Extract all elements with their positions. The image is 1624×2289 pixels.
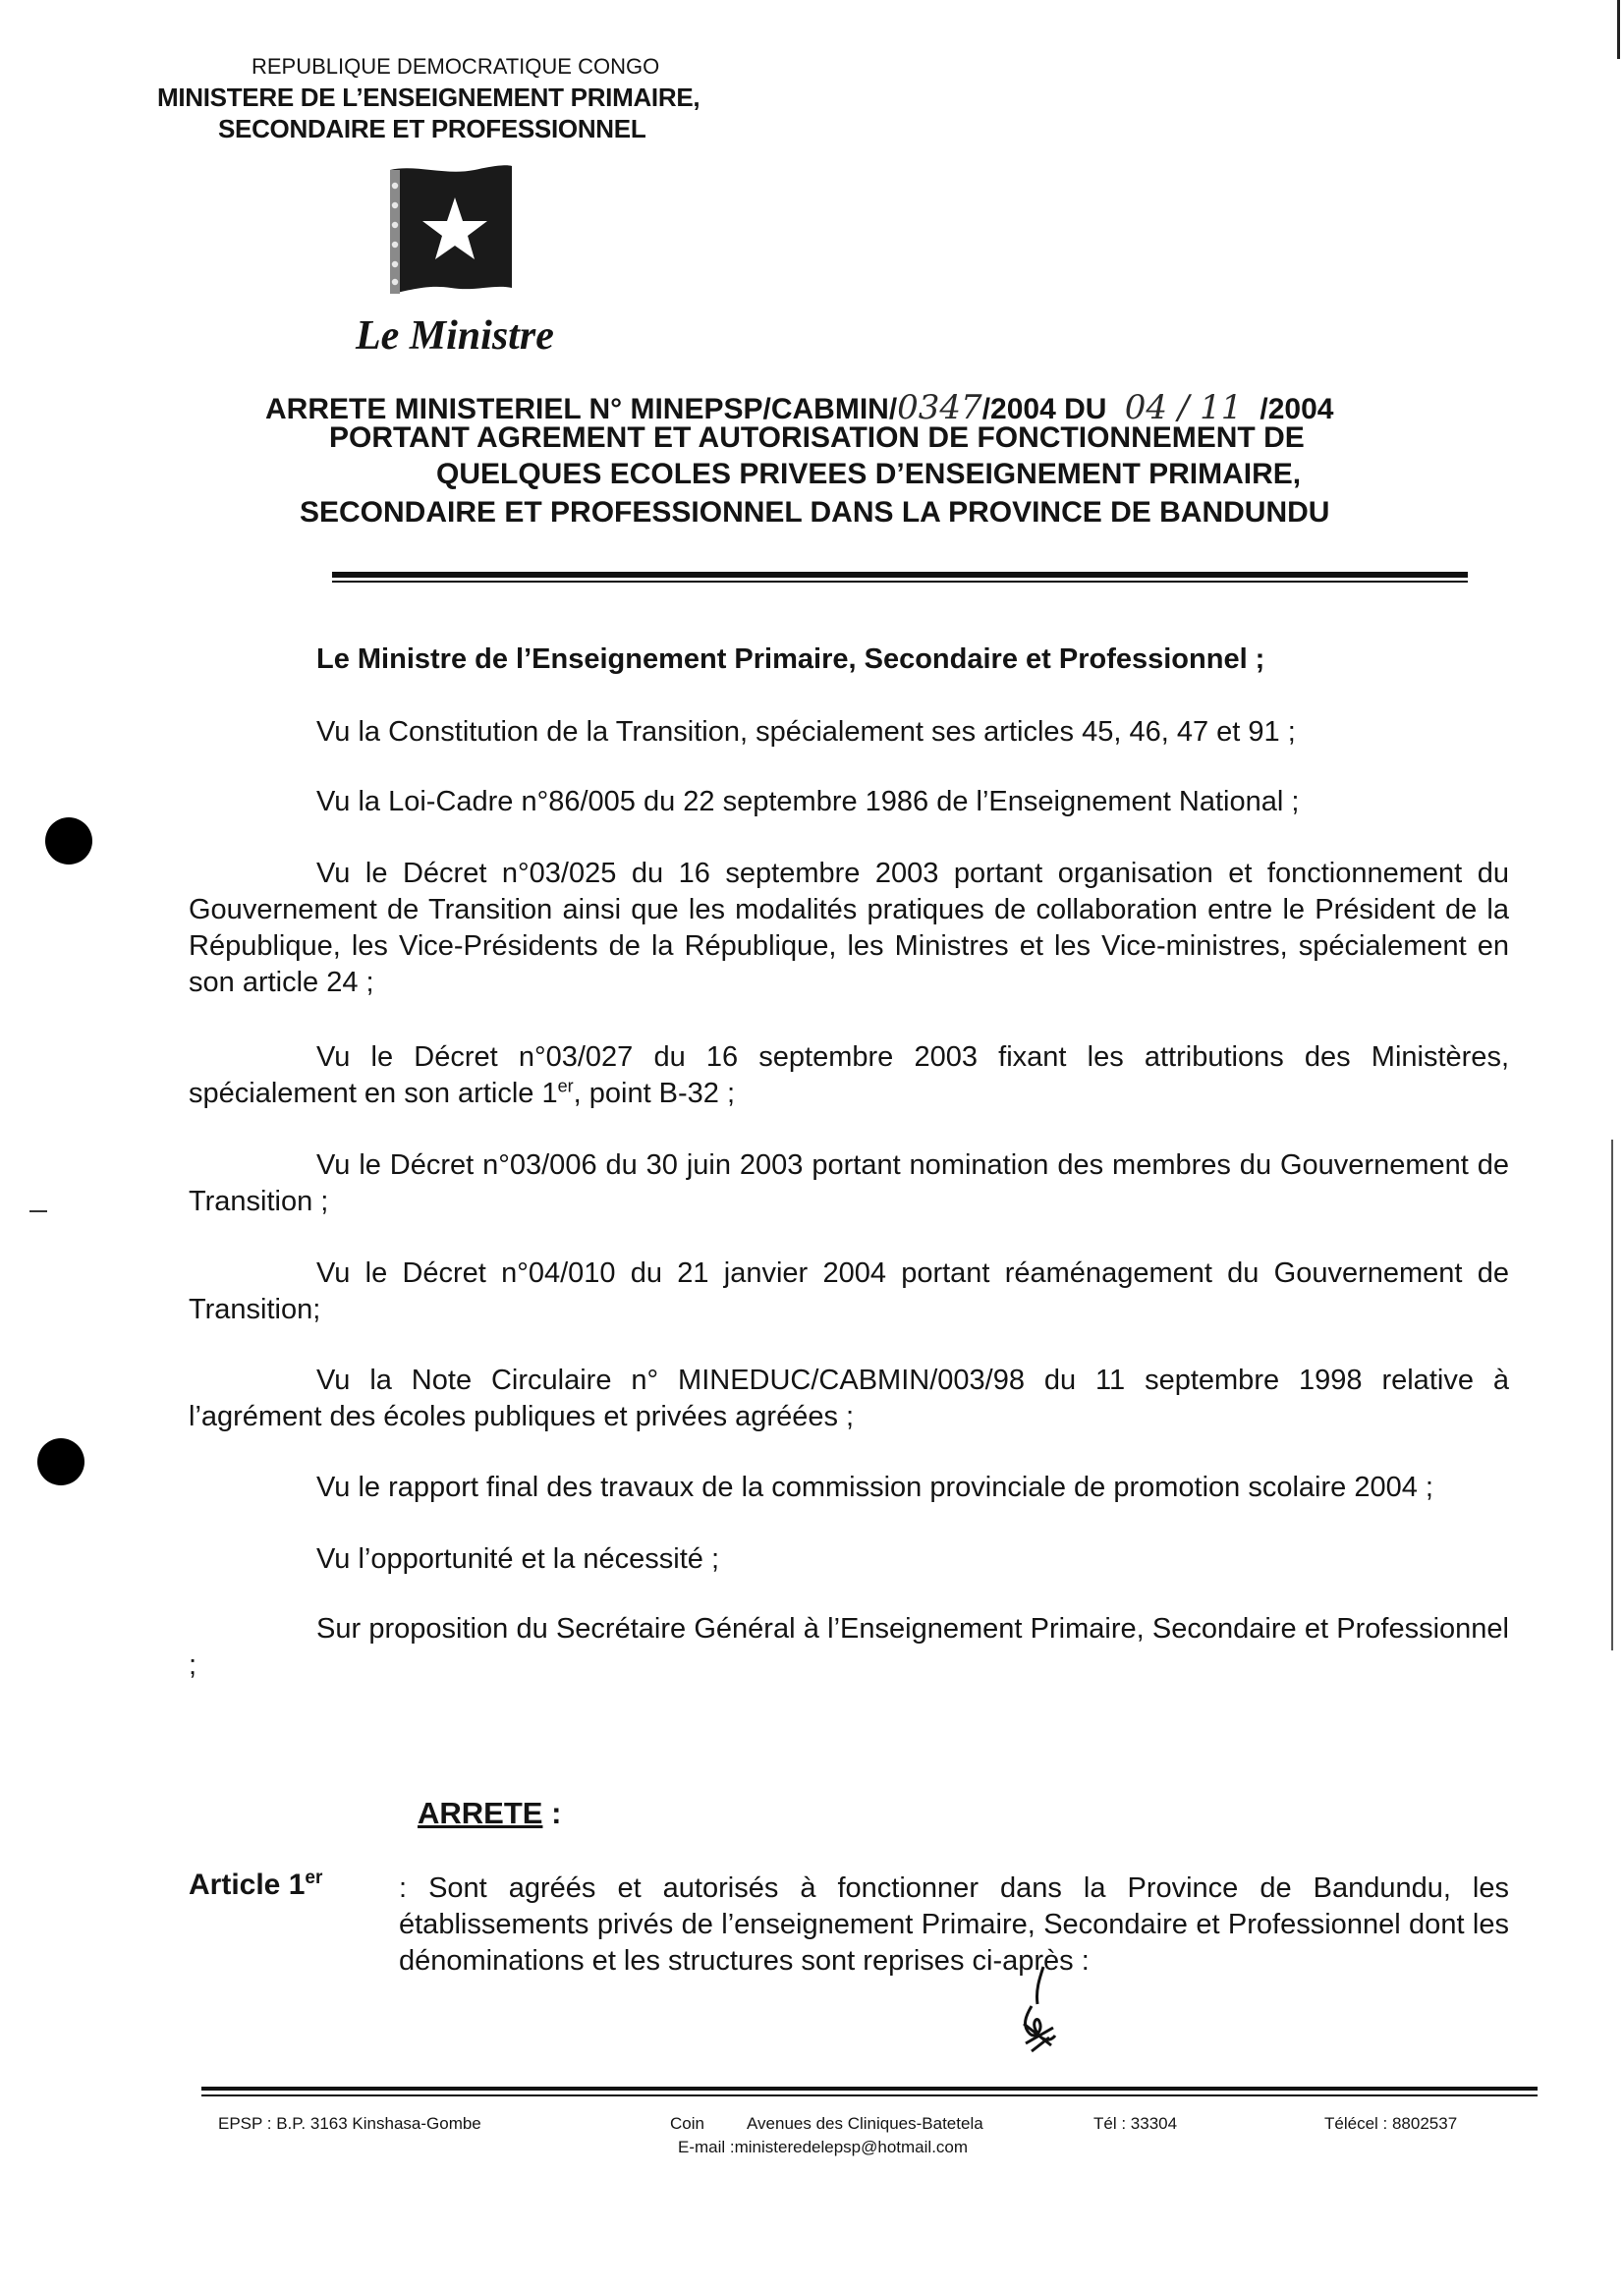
ministry-header-line1: MINISTERE DE L’ENSEIGNEMENT PRIMAIRE, — [157, 83, 700, 112]
ministry-header-line2: SECONDAIRE ET PROFESSIONNEL — [218, 114, 646, 143]
title-divider-thin — [332, 581, 1468, 583]
recital-decret-03-025: Vu le Décret n°03/025 du 16 septembre 2003 portant organisation et fonctionnement du Gouvernement de Transition ainsi que les modalités pratiques de collaboration entre le Président de la République, les Vice-Présidents de la République, les Ministres et les Vice-ministres, spécialement en son article 24 ; — [189, 858, 1509, 998]
minister-title: Le Ministre — [356, 313, 554, 359]
footer-telecel: Télécel : 8802537 — [1324, 2114, 1458, 2133]
recital-note-circulaire: Vu la Note Circulaire n° MINEDUC/CABMIN/003/98 du 11 septembre 1998 relative à l’agrément des écoles publiques et privées agréées ; — [189, 1365, 1509, 1432]
recital-decret-03-006: Vu le Décret n°03/006 du 30 juin 2003 portant nomination des membres du Gouvernement de Transition ; — [189, 1149, 1509, 1217]
title-divider-thick — [332, 572, 1468, 578]
article-label-text: Article 1 — [189, 1869, 306, 1901]
preamble-lead: Le Ministre de l’Enseignement Primaire, Secondaire et Professionnel ; — [316, 643, 1265, 675]
punch-hole-top — [45, 817, 92, 865]
handwritten-initials-signature — [992, 1965, 1071, 2073]
recital-loi-cadre: Vu la Loi-Cadre n°86/005 du 22 septembre 1986 de l’Enseignement National ; — [316, 786, 1300, 817]
scan-edge-mark — [1617, 0, 1620, 59]
country-header: REPUBLIQUE DEMOCRATIQUE CONGO — [252, 54, 660, 79]
footer-tel: Tél : 33304 — [1093, 2114, 1178, 2133]
arrete-colon: : — [542, 1796, 562, 1830]
scan-edge-mark — [1611, 1140, 1613, 1650]
decree-ref-suffix: /2004 — [1260, 393, 1334, 425]
footer-divider-thick — [201, 2087, 1538, 2091]
footer-address: EPSP : B.P. 3163 Kinshasa-Gombe — [218, 2114, 481, 2133]
recital-rapport-final: Vu le rapport final des travaux de la commission provinciale de promotion scolaire 2004 ; — [316, 1472, 1433, 1503]
recital-proposition: Sur proposition du Secrétaire Général à l’Enseignement Primaire, Secondaire et Professionnel ; — [189, 1613, 1509, 1681]
decree-number-handwritten: 0347 — [897, 388, 982, 427]
scan-edge-mark — [29, 1210, 47, 1212]
recital-decret-04-010: Vu le Décret n°04/010 du 21 janvier 2004 portant réaménagement du Gouvernement de Transition; — [189, 1257, 1509, 1325]
recital-opportunite: Vu l’opportunité et la nécessité ; — [316, 1543, 720, 1575]
decree-ref-mid: /2004 DU — [981, 393, 1115, 425]
footer-corner: Coin — [670, 2114, 704, 2133]
decree-date-handwritten: 04 / 11 — [1124, 388, 1243, 427]
recital-constitution: Vu la Constitution de la Transition, spécialement ses articles 45, 46, 47 et 91 ; — [316, 716, 1296, 748]
punch-hole-bottom — [37, 1438, 84, 1485]
recital-decret-03-027 — [189, 1039, 1509, 1112]
decree-title-line3: QUELQUES ECOLES PRIVEES D’ENSEIGNEMENT PRIMAIRE, — [436, 458, 1302, 490]
recital-text: Vu le Décret n°03/027 du 16 septembre 2003 fixant les attributions des Ministères, spécialement en son article 1 — [189, 1041, 1509, 1109]
arrete-label: ARRETE — [418, 1796, 543, 1830]
ordinal-superscript: er — [557, 1076, 574, 1096]
article-label-superscript: er — [305, 1868, 323, 1888]
footer-avenues: Avenues des Cliniques-Batetela — [747, 2114, 983, 2133]
decree-title-line4: SECONDAIRE ET PROFESSIONNEL DANS LA PROVINCE DE BANDUNDU — [300, 496, 1330, 529]
footer-divider-thin — [201, 2094, 1538, 2096]
article-1-label — [189, 1869, 322, 1902]
decree-title-line2: PORTANT AGREMENT ET AUTORISATION DE FONCTIONNEMENT DE — [329, 421, 1305, 454]
footer-email: E-mail :ministeredelepsp@hotmail.com — [678, 2138, 969, 2156]
recital-text-end: , point B-32 ; — [573, 1078, 736, 1109]
flag-star-emblem-icon — [386, 162, 516, 298]
article-1-text: : Sont agréés et autorisés à fonctionner dans la Province de Bandundu, les établissements privés de l’enseignement Primaire, Secondaire et Professionnel dont les dénominations et les structures sont reprises ci-après : — [399, 1872, 1509, 1977]
arrete-heading — [418, 1796, 561, 1831]
decree-ref-prefix: ARRETE MINISTERIEL N° MINEPSP/CABMIN/ — [265, 393, 898, 425]
